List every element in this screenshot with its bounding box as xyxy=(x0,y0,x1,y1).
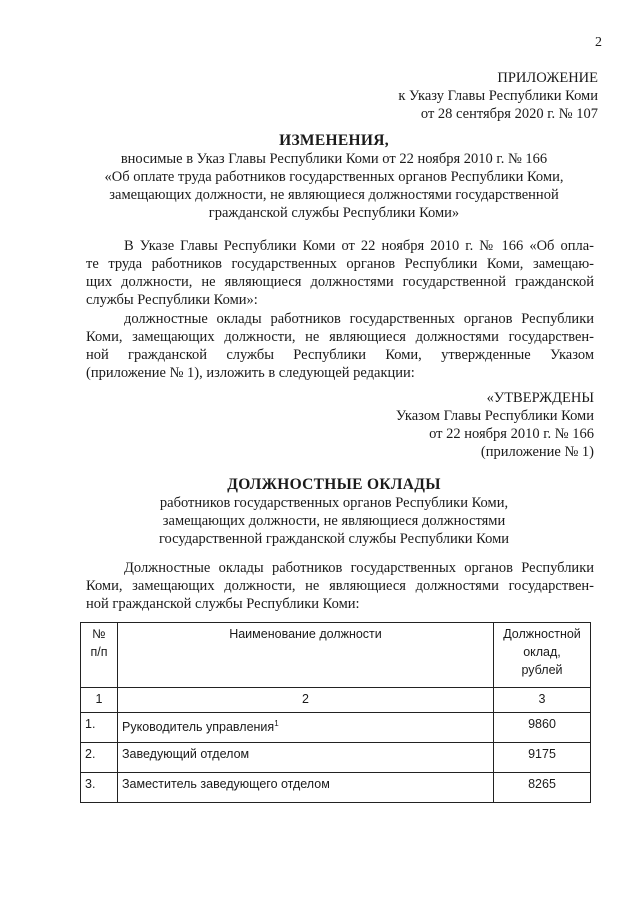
header-salary-line: оклад, xyxy=(523,645,561,659)
page-number: 2 xyxy=(595,35,602,50)
paragraph-line: ной гражданской службы Республики Коми: xyxy=(86,596,360,612)
table-row xyxy=(81,773,591,803)
paragraph-line: те труда работников государственных органов Республики Коми, замещаю- xyxy=(86,256,594,272)
header-position: Наименование должности xyxy=(118,623,494,688)
changes-heading xyxy=(60,132,608,222)
paragraph-1 xyxy=(86,237,594,309)
appendix-header xyxy=(398,69,598,123)
row-salary: 9175 xyxy=(494,743,591,773)
paragraph-line: щих должности, не являющиеся должностями государственной гражданской xyxy=(86,274,594,290)
row-number: 2. xyxy=(81,743,118,773)
salary-table xyxy=(80,622,591,803)
header-number xyxy=(81,623,118,688)
header-salary-line: рублей xyxy=(521,663,563,677)
row-position: Заместитель заведующего отделом xyxy=(118,773,494,803)
approved-decree: Указом Главы Республики Коми xyxy=(395,408,594,424)
salaries-heading xyxy=(60,476,608,548)
header-salary xyxy=(494,623,591,688)
table-row xyxy=(81,743,591,773)
column-number: 1 xyxy=(81,688,118,713)
header-number-line: п/п xyxy=(90,645,108,659)
paragraph-line: (приложение № 1), изложить в следующей редакции: xyxy=(86,365,415,381)
appendix-decree: к Указу Главы Республики Коми xyxy=(398,88,598,104)
column-number: 3 xyxy=(494,688,591,713)
salaries-line: государственной гражданской службы Республики Коми xyxy=(158,531,510,547)
row-position: Заведующий отделом xyxy=(118,743,494,773)
header-number-line: № xyxy=(92,627,106,641)
paragraph-line: ной гражданской службы Республики Коми, утвержденные Указом xyxy=(86,347,594,363)
table-header-row xyxy=(81,623,591,688)
approved-label: «УТВЕРЖДЕНЫ xyxy=(486,390,594,406)
salaries-title: ДОЛЖНОСТНЫЕ ОКЛАДЫ xyxy=(227,476,441,493)
row-number: 1. xyxy=(81,713,118,743)
row-position xyxy=(118,713,494,743)
salaries-line: замещающих должности, не являющиеся должностями xyxy=(162,513,506,529)
paragraph-line: Коми, замещающих должности, не являющиеся должностями государствен- xyxy=(86,329,594,345)
paragraph-line: Коми, замещающих должности, не являющиеся должностями государствен- xyxy=(86,578,594,594)
row-position-name: Руководитель управления xyxy=(122,720,275,735)
row-salary: 8265 xyxy=(494,773,591,803)
header-salary-line: Должностной xyxy=(503,627,581,641)
salaries-line: работников государственных органов Республики Коми, xyxy=(159,495,509,511)
approved-date: от 22 ноября 2010 г. № 166 xyxy=(429,426,594,442)
paragraph-line: В Указе Главы Республики Коми от 22 ноября 2010 г. № 166 «Об опла- xyxy=(124,238,594,254)
row-salary: 9860 xyxy=(494,713,591,743)
paragraph-line: должностные оклады работников государственных органов Республики xyxy=(124,311,594,327)
appendix-date: от 28 сентября 2020 г. № 107 xyxy=(420,106,598,122)
changes-title: ИЗМЕНЕНИЯ, xyxy=(279,132,389,149)
changes-line: замещающих должности, не являющиеся должностями государственной xyxy=(109,187,559,203)
row-number: 3. xyxy=(81,773,118,803)
appendix-label: ПРИЛОЖЕНИЕ xyxy=(497,70,598,86)
changes-line: «Об оплате труда работников государственных органов Республики Коми, xyxy=(104,169,564,185)
column-number: 2 xyxy=(118,688,494,713)
paragraph-line: службы Республики Коми»: xyxy=(86,292,258,308)
paragraph-2 xyxy=(86,310,594,382)
changes-line: вносимые в Указ Главы Республики Коми от 22 ноября 2010 г. № 166 xyxy=(120,151,548,167)
paragraph-line: Должностные оклады работников государственных органов Республики xyxy=(124,560,594,576)
approved-block xyxy=(396,389,594,461)
footnote-marker: 1 xyxy=(274,719,279,728)
table-row xyxy=(81,713,591,743)
approved-appendix: (приложение № 1) xyxy=(480,444,594,460)
changes-line: гражданской службы Республики Коми» xyxy=(208,205,460,221)
paragraph-3 xyxy=(86,559,594,613)
column-number-row xyxy=(81,688,591,713)
